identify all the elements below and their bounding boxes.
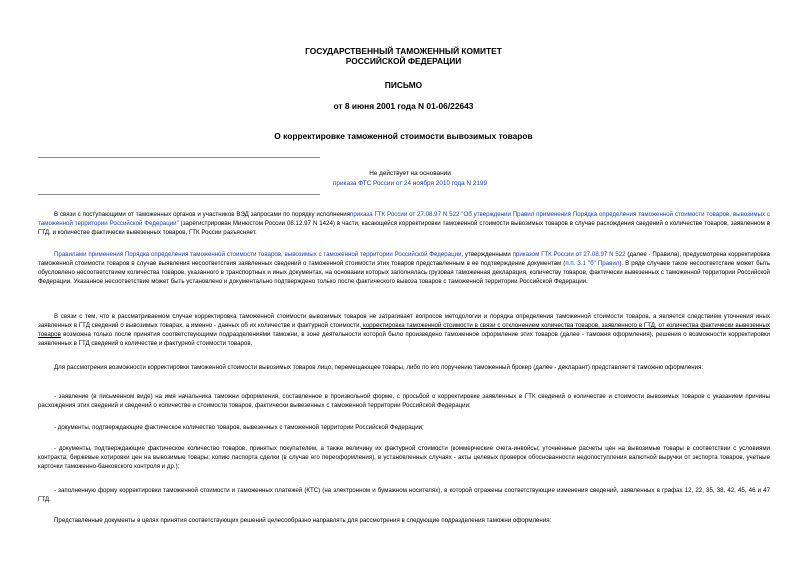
paragraph-8: - заполненную форму корректировки таможенной стоимости и таможенных платежей (КТС) (на электронном и бумажном носителях), в которой отражены соответствующие изменения сведений, заявленных в графах 12, 22, 35, 38, 42, 45, 46 и 47 ГТД. (38, 487, 770, 503)
paragraph-4: Для рассмотрения возможности корректировки таможенной стоимости вывозимых товаров лицо, перемещающее товары, либо по его поручению таможенный брокер (далее - декларант) представляет в таможню оформления: (54, 364, 704, 371)
paragraph-3-underlined: корректировка таможенной стоимости в связи с отклонением количества товаров, заявленного в ГТД, от количества фактически вывезенных товаров (38, 322, 770, 338)
status-link[interactable]: приказа ФТС России от 24 ноября 2010 года N 2199 (332, 180, 488, 187)
order-522-link-2[interactable]: приказом ГТК России от 27.08.97 N 522 (512, 251, 626, 258)
paragraph-3 (38, 312, 770, 348)
paragraph-3-text-a: В связи с тем, что в рассматриваемом случае корректировка таможенной стоимости вывозимых товаров не затрагивает вопросов методологии и порядка определения таможенной стоимости товаров, а является следствием уточнения иных заявленных в ГТД сведений о вывозимых товарах, а именно - данных об их количестве и фактурной стоимости, (38, 313, 770, 329)
paragraph-2-text-a: , утвержденными (461, 251, 513, 258)
paragraph-7: - документы, подтверждающие фактическое количество товаров, принятых покупателем, а также величину их фактурной стоимости (коммерческие счета-инвойсы; уточненные расчеты цен на вывозимые товары в соответствии с условиями контракта; биржевые котировки цен на вывозимые товары; копию паспорта сделки (в случае его переоформления), в установленных случаях - акты целевых проверок обоснованности недопоступления валютной выручки от экспорта товаров, учетные карточки таможенно-банковского контроля и др.); (38, 445, 770, 470)
paragraph-3-text-b: возможна только после принятия соответствующими подразделениями таможни, в зоне деятельности которой было произведено таможенное оформление этих товаров (далее - таможня оформления), решения о возможности корректировки заявленных в ГТД сведений о количестве и фактурной стоимости товаров. (38, 331, 770, 347)
paragraph-5: - заявление (в письменном виде) на имя начальника таможни оформления, составленное в произвольной форме, с просьбой о корректировке заявленных в ГТК сведений о количестве и стоимости вывозимых товаров с указанием причины расхождения этих сведений и сведений о количестве и стоимости товаров, фактически вывезенных с таможенной территории Российской Федерации; (38, 393, 770, 409)
paragraph-2 (38, 250, 770, 286)
document-date-number: от 8 июня 2001 года N 01-06/22643 (333, 101, 474, 111)
rules-link[interactable]: Правилами применения Порядка определения таможенной стоимости товаров, вывозимых с таможенной территории Российской Федерации (54, 251, 462, 258)
document-subject: О корректировке таможенной стоимости вывозимых товаров (274, 131, 533, 141)
divider-bottom (38, 194, 320, 195)
paragraph-1-text-b: (зарегистрирован Минюстом России 08.12.97 N 1424) в части, касающейся корректировки таможенной стоимости вывозимых товаров в случае расхождения сведений о количестве товаров, заявленном в ГТД, и количестве фактически вывезенных товаров, ГТК России разъясняет. (38, 220, 770, 236)
status-note: Не действует на основании (369, 170, 451, 177)
paragraph-6: - документы, подтверждающие фактическое количество товаров, вывезенных с таможенной территории Российской Федерации; (54, 424, 424, 431)
paragraph-2-text-c: ). В ряде случаев такое несоответствие может быть обусловлено несоответствием количества товаров, указанного в транспортных и иных документах, на основании которых заполнялась грузовая таможенная декларация, количеству товаров, фактически вывезенных с таможенной территории Российской Федерации. Указанное несоответствие может быть установлено и документально подтверждено только после фактического вывоза товаров с таможенной территории Российской Федерации. (38, 260, 771, 285)
org-name-line2: РОССИЙСКОЙ ФЕДЕРАЦИИ (345, 56, 462, 66)
paragraph-1 (38, 210, 770, 237)
divider-top (38, 157, 320, 158)
paragraph-9: Представленные документы в целях принятия соответствующих решений целесообразно направлять для рассмотрения в следующие подразделения таможни оформления: (54, 517, 552, 524)
rules-clause-link[interactable]: п.п. 3.1 "б" Правил (565, 260, 620, 267)
paragraph-1-text-a: В связи с поступающими от таможенных органов и участников ВЭД запросами по порядку исполнения (54, 211, 351, 218)
document-type: ПИСЬМО (384, 80, 423, 90)
paragraph-2-text-b: (далее - Правила), предусмотрена корректировка таможенной стоимости товаров в случае выявления несоответствия заявленных сведений о таможенной стоимости этих товаров представленным в ее подтверждение документам ( (38, 251, 770, 267)
org-name-line1: ГОСУДАРСТВЕННЫЙ ТАМОЖЕННЫЙ КОМИТЕТ (305, 46, 502, 56)
order-522-link[interactable]: приказа ГТК России от 27.08.97 N 522 "Об утверждении Правил применения Порядка определения таможенной стоимости товаров, вывозимых с таможенной территории Российской Федерации" (38, 211, 771, 227)
